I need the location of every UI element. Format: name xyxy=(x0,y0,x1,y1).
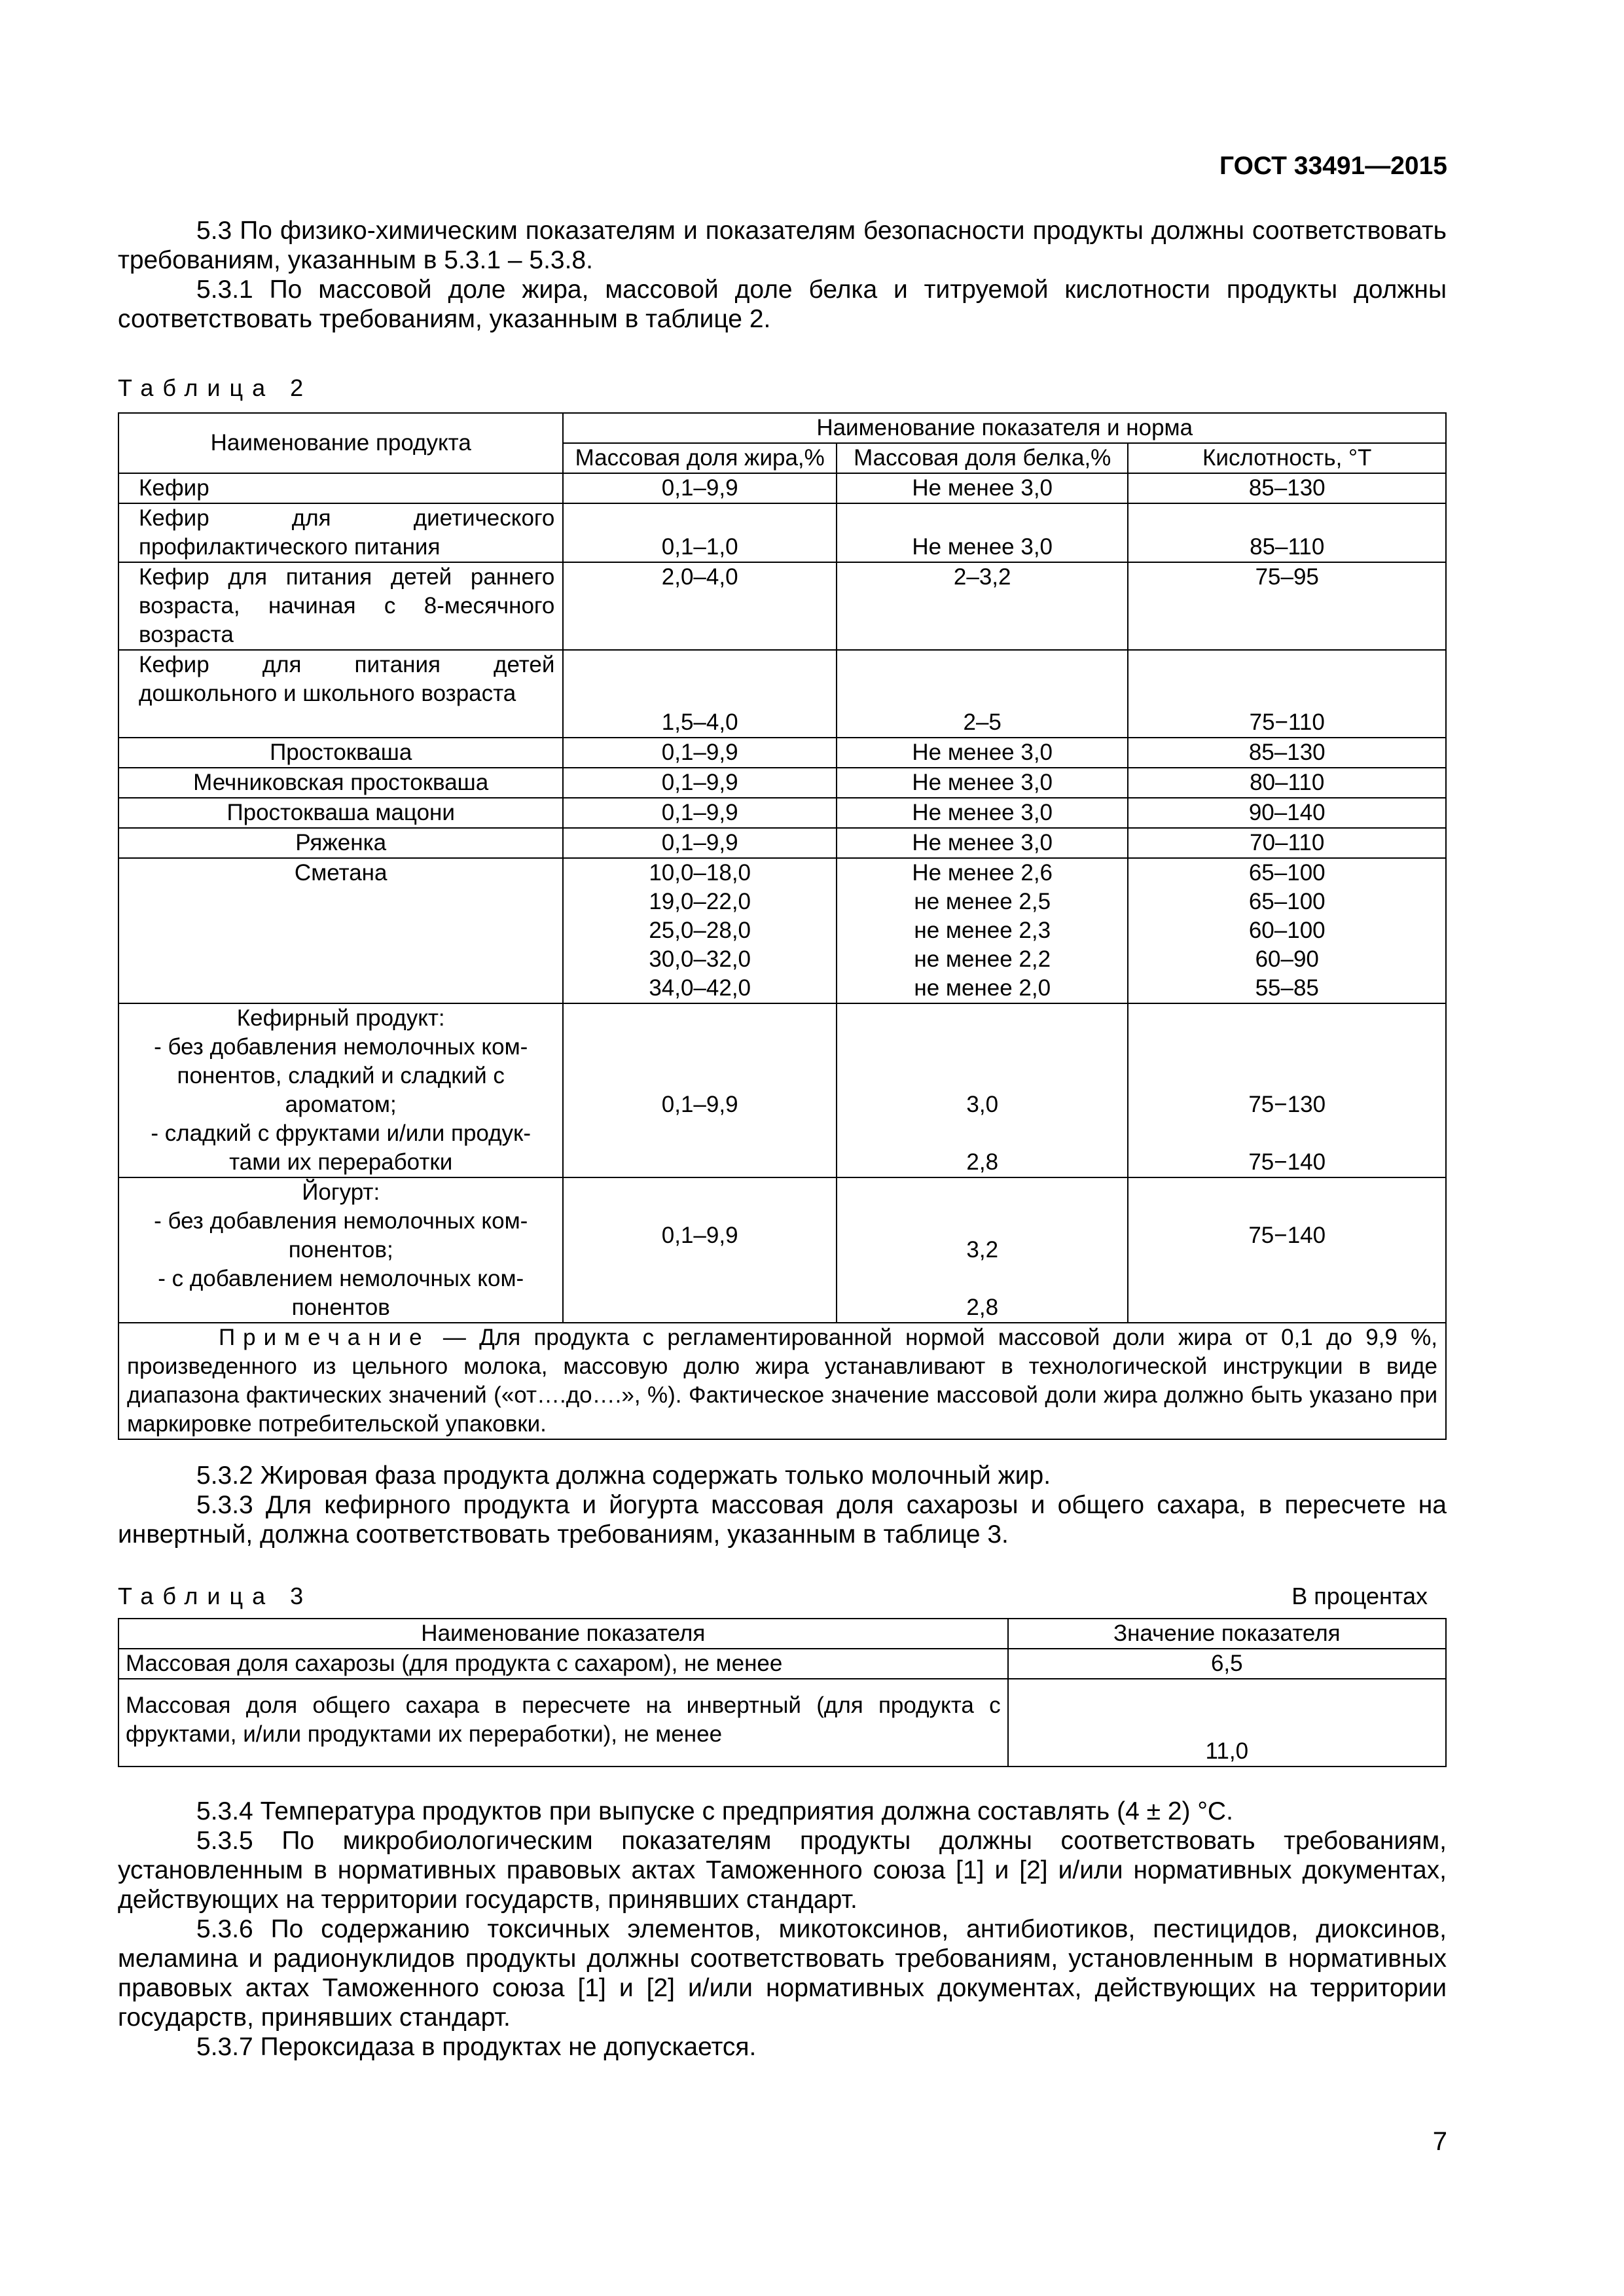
row-fat: 0,1–9,9 xyxy=(563,828,837,858)
row-protein xyxy=(837,858,1128,1003)
name-line: - с добавлением немолочных ком- xyxy=(158,1266,524,1291)
table-row xyxy=(118,1649,1446,1679)
protein-value: не менее 2,2 xyxy=(914,946,1051,972)
fat-value: 30,0–32,0 xyxy=(649,946,751,972)
header-protein: Массовая доля белка,% xyxy=(837,443,1128,473)
paragraph-5-3-1: 5.3.1 По массовой доле жира, массовой доле белка и титруемой кислотности продукты должны соответствовать требованиям, указанным в таблице 2. xyxy=(118,276,1447,333)
row-protein: Не менее 3,0 xyxy=(837,473,1128,503)
acidity-value: 75−130 xyxy=(1248,1092,1326,1117)
row-protein: Не менее 3,0 xyxy=(837,503,1128,562)
protein-value: 2,8 xyxy=(966,1149,999,1175)
protein-value: не менее 2,5 xyxy=(914,889,1051,914)
table-row-yogurt xyxy=(118,1177,1446,1323)
table-note xyxy=(118,1323,1446,1439)
name-line: - без добавления немолочных ком- xyxy=(154,1208,528,1234)
paragraph-5-3: 5.3 По физико-химическим показателям и показателям безопасности продукты должны соответствовать требованиям, указанным в 5.3.1 – 5.3.8. xyxy=(118,217,1447,274)
protein-value: не менее 2,0 xyxy=(914,975,1051,1001)
row-acidity xyxy=(1128,1003,1446,1177)
table3-caption: Таблица 3 xyxy=(118,1583,313,1609)
table3-units: В процентах xyxy=(1291,1583,1428,1609)
fat-value: 19,0–22,0 xyxy=(649,889,751,914)
row-product-name xyxy=(118,1177,563,1323)
row-product-name: Простокваша мацони xyxy=(118,798,563,828)
note-label: Примечание xyxy=(219,1325,430,1350)
row-protein: Не менее 3,0 xyxy=(837,738,1128,768)
row-product-name: Ряженка xyxy=(118,828,563,858)
row-protein xyxy=(837,1177,1128,1323)
indicator-value: 6,5 xyxy=(1008,1649,1446,1679)
page-number: 7 xyxy=(1432,2127,1447,2156)
table-row xyxy=(118,1679,1446,1767)
table-row xyxy=(118,650,1446,738)
acidity-value: 60–100 xyxy=(1248,918,1326,943)
protein-value: 2,8 xyxy=(966,1295,999,1320)
acidity-value: 75−140 xyxy=(1248,1149,1326,1175)
row-acidity: 90–140 xyxy=(1128,798,1446,828)
acidity-value: 55–85 xyxy=(1255,975,1319,1001)
row-fat: 0,1–9,9 xyxy=(563,738,837,768)
row-fat: 0,1–1,0 xyxy=(563,503,837,562)
row-fat xyxy=(563,858,837,1003)
indicator-name: Массовая доля сахарозы (для продукта с сахаром), не менее xyxy=(118,1649,1008,1679)
paragraph-5-3-3: 5.3.3 Для кефирного продукта и йогурта массовая доля сахарозы и общего сахара, в пересчете на инвертный, должна соответствовать требованиям, указанным в таблице 3. xyxy=(118,1491,1447,1549)
header-group: Наименование показателя и норма xyxy=(563,413,1446,443)
row-acidity: 75−110 xyxy=(1128,650,1446,738)
table-3 xyxy=(118,1618,1447,1767)
row-fat: 0,1–9,9 xyxy=(563,1177,837,1323)
name-line: - без добавления немолочных ком- xyxy=(154,1034,528,1060)
paragraph-5-3-6: 5.3.6 По содержанию токсичных элементов, микотоксинов, антибиотиков, пестицидов, диоксинов, меламина и радионуклидов продукты должны соответствовать требованиям, установленным в нормативных правовых актах Таможенного союза [1] и [2] и/или нормативных документах, действующих на территории государств, принявших стандарт. xyxy=(118,1915,1447,2032)
fat-value: 34,0–42,0 xyxy=(649,975,751,1001)
header-fat: Массовая доля жира,% xyxy=(563,443,837,473)
row-fat: 0,1–9,9 xyxy=(563,768,837,798)
row-acidity: 80–110 xyxy=(1128,768,1446,798)
row-product-name: Кефир для питания детей раннего возраста, начиная с 8-месячного возраста xyxy=(118,562,563,650)
protein-value: не менее 2,3 xyxy=(914,918,1051,943)
table-row xyxy=(118,503,1446,562)
table-row xyxy=(118,562,1446,650)
indicator-value: 11,0 xyxy=(1008,1679,1446,1767)
table2-caption: Таблица 2 xyxy=(118,374,313,401)
table-row-smetana xyxy=(118,858,1446,1003)
row-acidity: 85–130 xyxy=(1128,738,1446,768)
name-line: понентов; xyxy=(288,1237,393,1263)
name-line: понентов, сладкий и сладкий с xyxy=(177,1063,505,1088)
row-product-name: Мечниковская простокваша xyxy=(118,768,563,798)
row-protein xyxy=(837,1003,1128,1177)
row-product-name: Простокваша xyxy=(118,738,563,768)
row-fat: 2,0–4,0 xyxy=(563,562,837,650)
name-line: Йогурт: xyxy=(302,1179,380,1205)
row-product-name: Кефир для диетического профилактического питания xyxy=(118,503,563,562)
name-line: тами их переработки xyxy=(229,1149,453,1175)
row-fat: 0,1–9,9 xyxy=(563,798,837,828)
header-product: Наименование продукта xyxy=(118,413,563,473)
table-row xyxy=(118,738,1446,768)
row-acidity: 75–95 xyxy=(1128,562,1446,650)
table-2 xyxy=(118,412,1447,1440)
row-acidity: 75−140 xyxy=(1128,1177,1446,1323)
row-product-name: Сметана xyxy=(118,858,563,1003)
paragraph-5-3-2: 5.3.2 Жировая фаза продукта должна содержать только молочный жир. xyxy=(196,1462,1051,1490)
paragraph-5-3-4: 5.3.4 Температура продуктов при выпуске с предприятия должна составлять (4 ± 2) °С. xyxy=(196,1797,1233,1825)
indicator-name: Массовая доля общего сахара в пересчете на инвертный (для продукта с фруктами, и/или продуктами их переработки), не менее xyxy=(118,1679,1008,1767)
acidity-value: 60–90 xyxy=(1255,946,1319,972)
protein-value: Не менее 2,6 xyxy=(912,860,1053,886)
row-acidity: 85–110 xyxy=(1128,503,1446,562)
row-acidity: 85–130 xyxy=(1128,473,1446,503)
table-row xyxy=(118,473,1446,503)
paragraph-5-3-5: 5.3.5 По микробиологическим показателям продукты должны соответствовать требованиям, установленным в нормативных правовых актах Таможенного союза [1] и [2] и/или нормативных документах, действующих на территории государств, принявших стандарт. xyxy=(118,1827,1447,1914)
table-row xyxy=(118,798,1446,828)
acidity-value: 65–100 xyxy=(1248,889,1326,914)
fat-value: 25,0–28,0 xyxy=(649,918,751,943)
table-note-row xyxy=(118,1323,1446,1439)
fat-value: 10,0–18,0 xyxy=(649,860,751,886)
name-line: понентов xyxy=(291,1295,390,1320)
table-row xyxy=(118,828,1446,858)
protein-value: 3,2 xyxy=(966,1237,999,1263)
name-line: ароматом; xyxy=(285,1092,397,1117)
paragraph-5-3-7: 5.3.7 Пероксидаза в продуктах не допускается. xyxy=(196,2033,757,2061)
row-protein: Не менее 3,0 xyxy=(837,768,1128,798)
row-protein: 2–5 xyxy=(837,650,1128,738)
row-protein: Не менее 3,0 xyxy=(837,798,1128,828)
standard-code: ГОСТ 33491—2015 xyxy=(1219,152,1447,180)
name-line: - сладкий с фруктами и/или продук- xyxy=(151,1121,531,1146)
row-product-name xyxy=(118,1003,563,1177)
row-product-name: Кефир для питания детей дошкольного и школьного возраста xyxy=(118,650,563,738)
protein-value: 3,0 xyxy=(966,1092,999,1117)
row-fat: 0,1–9,9 xyxy=(563,473,837,503)
row-acidity: 70–110 xyxy=(1128,828,1446,858)
row-acidity xyxy=(1128,858,1446,1003)
header-indicator-value: Значение показателя xyxy=(1008,1619,1446,1649)
table-row xyxy=(118,768,1446,798)
header-acidity: Кислотность, °Т xyxy=(1128,443,1446,473)
header-indicator-name: Наименование показателя xyxy=(118,1619,1008,1649)
row-product-name: Кефир xyxy=(118,473,563,503)
row-fat: 0,1–9,9 xyxy=(563,1003,837,1177)
row-protein: 2–3,2 xyxy=(837,562,1128,650)
table-row-kefir-product xyxy=(118,1003,1446,1177)
row-protein: Не менее 3,0 xyxy=(837,828,1128,858)
name-line: Кефирный продукт: xyxy=(236,1005,445,1031)
note-text: — Для продукта с регламентированной нормой массовой доли жира от 0,1 до 9,9 %, произведенного из цельного молока, массовую долю жира устанавливают в технологической инструкции в виде диапазона фактических значений («от….до….», %). Фактическое значение массовой доли жира должно быть указано при маркировке потребительской упаковки. xyxy=(127,1325,1437,1437)
row-fat: 1,5–4,0 xyxy=(563,650,837,738)
acidity-value: 65–100 xyxy=(1248,860,1326,886)
